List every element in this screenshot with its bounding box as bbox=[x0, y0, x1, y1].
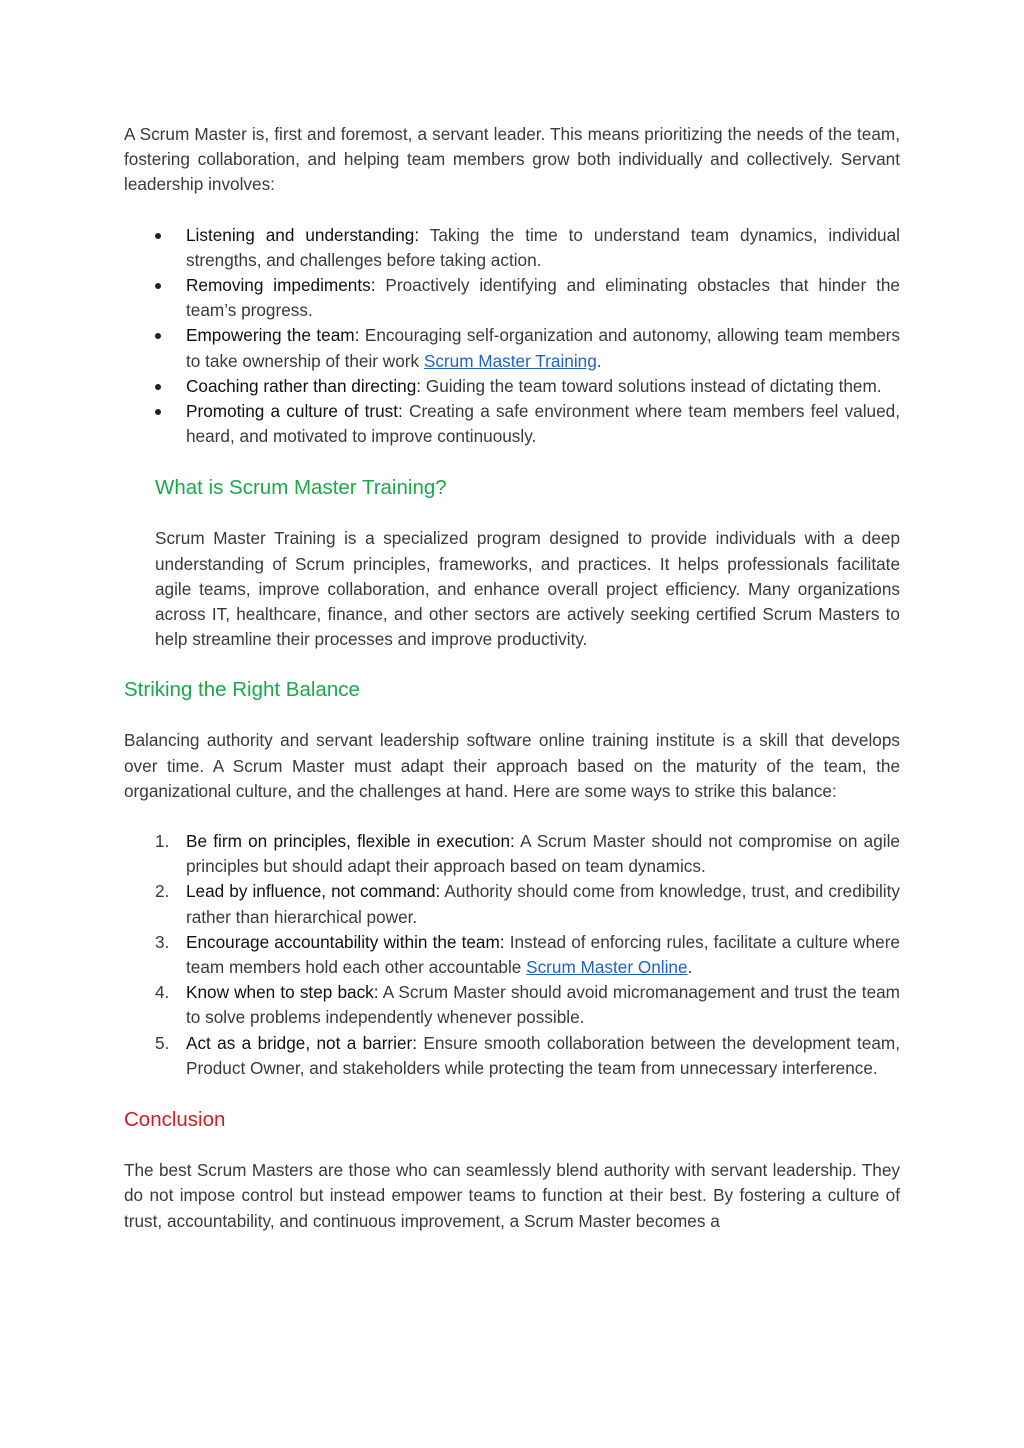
list-item-text: Creating a safe environment where team members feel valued, heard, and motivated to improve continuously. bbox=[186, 401, 901, 447]
list-item bbox=[186, 223, 900, 273]
list-item bbox=[155, 930, 900, 980]
list-item-text: Authority should come from knowledge, trust, and credibility rather than hierarchical power. bbox=[186, 881, 900, 927]
list-item bbox=[186, 273, 900, 323]
training-section bbox=[124, 475, 900, 652]
list-item-term: Act as a bridge, not a barrier: bbox=[186, 1032, 418, 1053]
conclusion-paragraph: The best Scrum Masters are those who can seamlessly blend authority with servant leadership. They do not impose control but instead empower teams to function at their best. By fostering a culture of trust, accountability, and continuous improvement, a Scrum Master becomes a bbox=[124, 1160, 900, 1231]
list-item-number: 4. bbox=[155, 982, 170, 1003]
servant-leadership-list bbox=[124, 223, 900, 450]
list-item-number: 2. bbox=[155, 881, 170, 902]
balance-steps-list bbox=[124, 829, 900, 1081]
list-item-number: 5. bbox=[155, 1032, 170, 1053]
list-item-text: A Scrum Master should not compromise on agile principles but should adapt their approach based on team dynamics. bbox=[186, 831, 900, 877]
list-item-number: 3. bbox=[155, 931, 170, 952]
balance-heading: Striking the Right Balance bbox=[124, 678, 360, 702]
training-heading: What is Scrum Master Training? bbox=[155, 476, 447, 500]
balance-paragraph: Balancing authority and servant leadership software online training institute is a skill that develops over time. A Scrum Master must adapt their approach based on the maturity of the team, the organizational culture, and the challenges at hand. Here are some ways to strike this balance: bbox=[124, 730, 900, 801]
scrum-master-training-link[interactable]: Scrum Master Training bbox=[423, 350, 597, 371]
list-item bbox=[155, 980, 901, 1030]
document-page bbox=[124, 122, 900, 1234]
list-item-term: Encourage accountability within the team: bbox=[186, 931, 505, 952]
list-item-term: Know when to step back: bbox=[186, 982, 379, 1003]
list-item-text: Encouraging self-organization and autonomy, allowing team members to take ownership of their work bbox=[186, 325, 900, 371]
scrum-master-online-link[interactable]: Scrum Master Online bbox=[526, 957, 688, 978]
list-item-text: Proactively identifying and eliminating obstacles that hinder the team’s progress. bbox=[186, 275, 900, 321]
list-item-term: Be firm on principles, flexible in execution: bbox=[186, 831, 515, 852]
training-paragraph: Scrum Master Training is a specialized program designed to provide individuals with a deep understanding of Scrum principles, frameworks, and practices. It helps professionals facilitate agile teams, improve collaboration, and enhance overall project efficiency. Many organizations across IT, healthcare, finance, and other sectors are actively seeking certified Scrum Masters to help streamline their processes and improve productivity. bbox=[155, 528, 900, 650]
list-item-text: Instead of enforcing rules, facilitate a culture where team members hold each other accountable bbox=[186, 931, 900, 978]
conclusion-heading: Conclusion bbox=[124, 1108, 226, 1132]
list-item-text: Guiding the team toward solutions instead of dictating them. bbox=[421, 375, 882, 396]
list-item-text: Ensure smooth collaboration between the development team, Product Owner, and stakeholders while protecting the team from unnecessary interference. bbox=[186, 1032, 900, 1078]
list-item bbox=[155, 829, 900, 879]
list-item bbox=[155, 1031, 900, 1081]
list-item bbox=[186, 399, 900, 449]
list-item-term: Listening and understanding: bbox=[186, 224, 420, 245]
list-item-term: Removing impediments: bbox=[186, 275, 376, 296]
list-item-term: Lead by influence, not command: bbox=[186, 881, 441, 902]
list-item bbox=[186, 323, 900, 373]
list-item-punctuation: . bbox=[596, 350, 602, 371]
list-item-term: Coaching rather than directing: bbox=[186, 375, 422, 396]
list-item-number: 1. bbox=[155, 831, 170, 852]
list-item-text: Taking the time to understand team dynamics, individual strengths, and challenges before taking action. bbox=[186, 224, 900, 270]
list-item-term: Promoting a culture of trust: bbox=[186, 401, 403, 422]
list-item-text: A Scrum Master should avoid micromanagement and trust the team to solve problems independently whenever possible. bbox=[186, 982, 901, 1028]
intro-paragraph: A Scrum Master is, first and foremost, a servant leader. This means prioritizing the needs of the team, fostering collaboration, and helping team members grow both individually and collectively. Servant leadership involves: bbox=[124, 124, 900, 195]
list-item-punctuation: . bbox=[687, 957, 693, 978]
list-item-term: Empowering the team: bbox=[186, 325, 360, 346]
list-item bbox=[155, 879, 900, 929]
list-item bbox=[186, 374, 900, 399]
